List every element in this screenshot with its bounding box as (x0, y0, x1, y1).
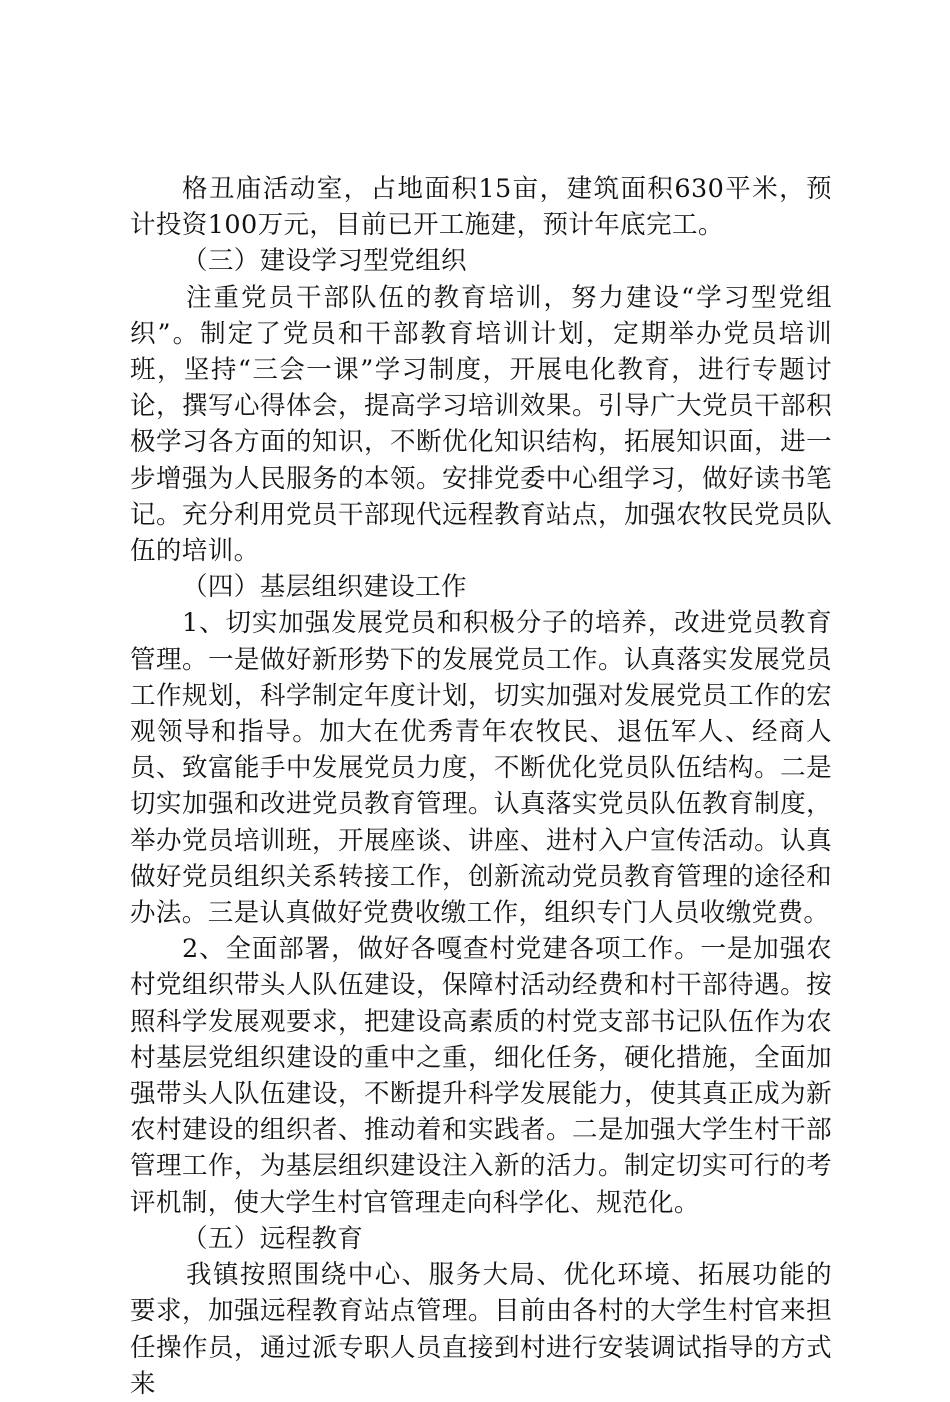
section-heading-5: （五）远程教育 (182, 1223, 364, 1254)
paragraph-activity-room: 格丑庙活动室，占地面积15亩，建筑面积630平米，预计投资100万元，目前已开工施建，预计年底完工。 (130, 174, 832, 241)
document-body (130, 171, 832, 1402)
paragraph-village-party-building: 2、全面部署，做好各嘎查村党建各项工作。一是加强农村党组织带头人队伍建设，保障村活动经费和村干部待遇。按照科学发展观要求，把建设高素质的村党支部书记队伍作为农村基层党组织建设的重中之重，细化任务，硬化措施，全面加强带头人队伍建设，不断提升科学发展能力，使其真正成为新农村建设的组织者、推动着和实践者。二是加强大学生村干部管理工作，为基层组织建设注入新的活力。制定切实可行的考评机制，使大学生村官管理走向科学化、规范化。 (130, 934, 832, 1218)
paragraph-remote-education: 我镇按照围绕中心、服务大局、优化环境、拓展功能的要求，加强远程教育站点管理。目前由各村的大学生村官来担任操作员，通过派专职人员直接到村进行安装调试指导的方式来 (130, 1260, 832, 1399)
paragraph-learning-party: 注重党员干部队伍的教育培训，努力建设“学习型党组织”。制定了党员和干部教育培训计划，定期举办党员培训班，坚持“三会一课”学习制度，开展电化教育，进行专题讨论，撰写心得体会，提高学习培训效果。引导广大党员干部积极学习各方面的知识，不断优化知识结构，拓展知识面，进一步增强为人民服务的本领。安排党委中心组学习，做好读书笔记。充分利用党员干部现代远程教育站点，加强农牧民党员队伍的培训。 (130, 282, 832, 567)
paragraph-party-member-development: 1、切实加强发展党员和积极分子的培养，改进党员教育管理。一是做好新形势下的发展党员工作。认真落实发展党员工作规划，科学制定年度计划，切实加强对发展党员工作的宏观领导和指导。加大在优秀青年农牧民、退伍军人、经商人员、致富能手中发展党员力度，不断优化党员队伍结构。二是切实加强和改进党员教育管理。认真落实党员队伍教育制度，举办党员培训班，开展座谈、讲座、进村入户宣传活动。认真做好党员组织关系转接工作，创新流动党员教育管理的途径和办法。三是认真做好党费收缴工作，组织专门人员收缴党费。 (130, 608, 832, 929)
section-heading-4: （四）基层组织建设工作 (182, 572, 467, 603)
section-heading-3: （三）建设学习型党组织 (182, 246, 467, 277)
